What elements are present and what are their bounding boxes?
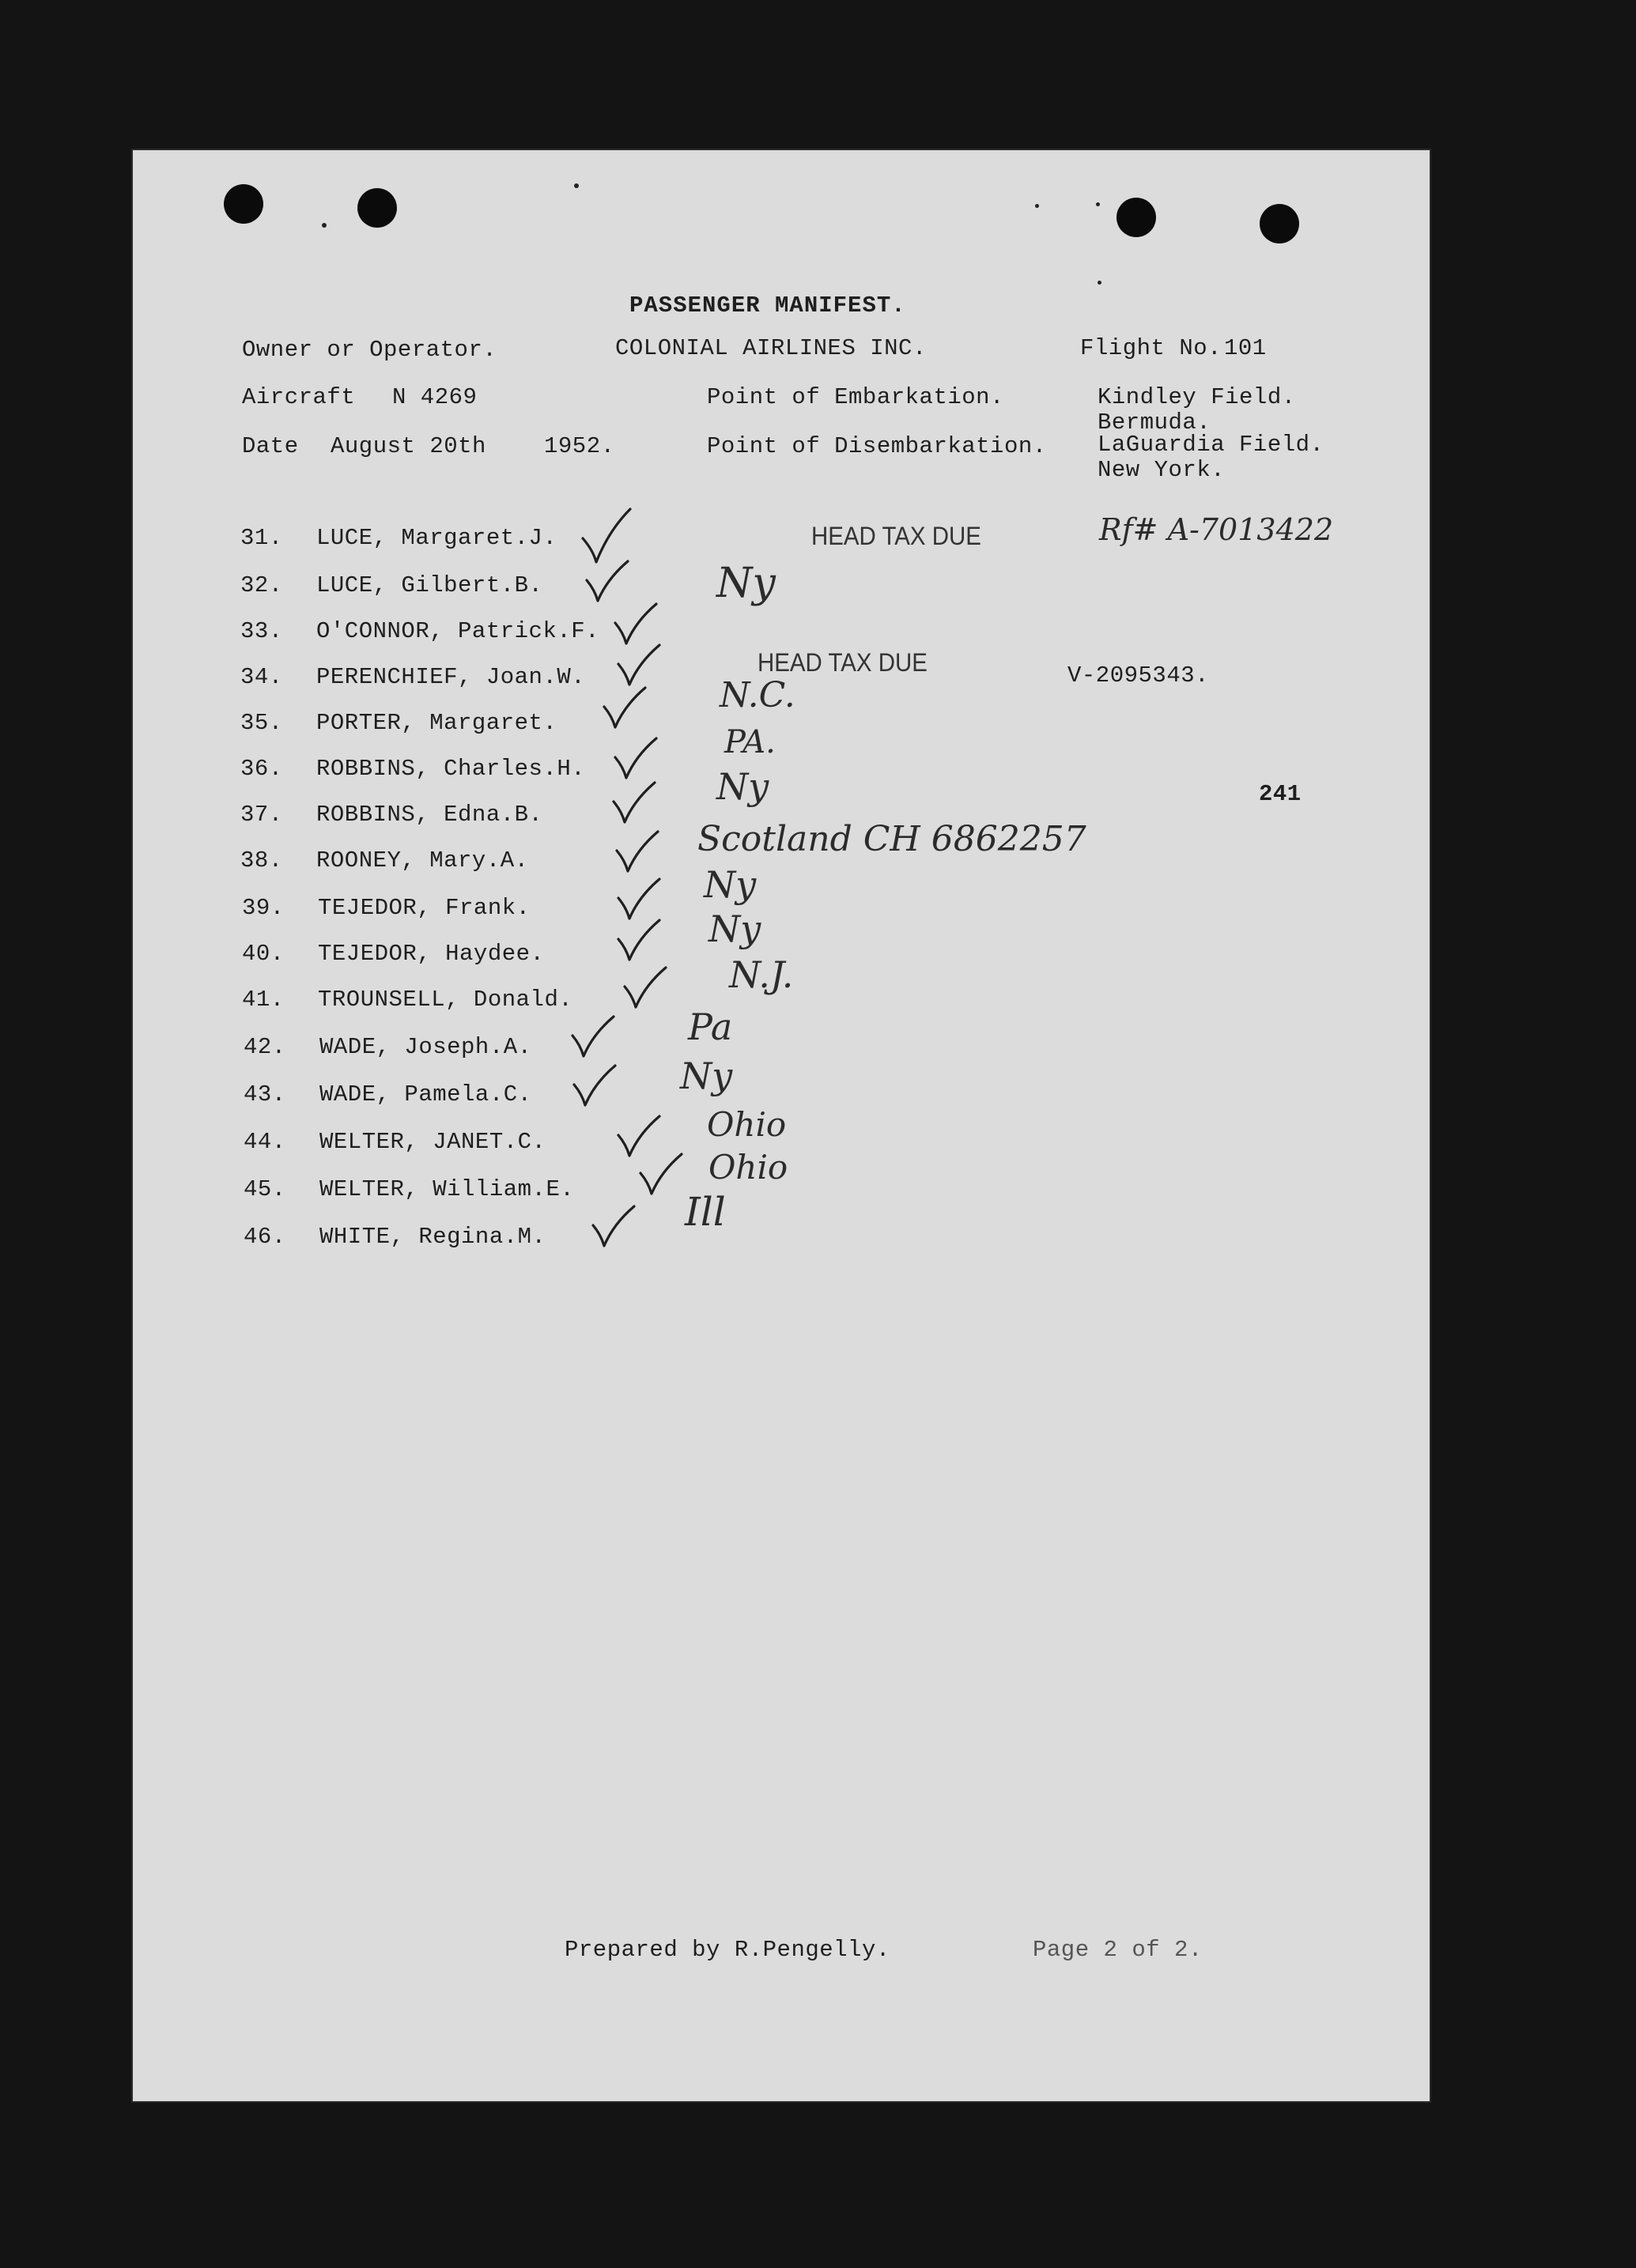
passenger-name: PERENCHIEF, Joan.W. <box>316 664 586 690</box>
passenger-name: WELTER, William.E. <box>319 1176 575 1202</box>
passenger-number: 34. <box>240 664 283 690</box>
disembark-value: LaGuardia Field. <box>1098 432 1324 458</box>
prepared-by: Prepared by R.Pengelly. <box>565 1937 890 1963</box>
date-label: Date <box>242 433 299 459</box>
handwritten-state: Ohio <box>707 1105 787 1144</box>
punch-hole <box>1116 198 1156 237</box>
handwritten-state: Ny <box>680 1055 733 1097</box>
aircraft-label: Aircraft <box>242 384 356 410</box>
speck <box>1035 204 1039 208</box>
passenger-number: 46. <box>244 1224 286 1250</box>
owner-label: Owner or Operator. <box>242 337 497 363</box>
passenger-number: 33. <box>240 618 283 644</box>
passenger-row <box>240 525 794 557</box>
head-tax-stamp: HEAD TAX DUE <box>758 648 928 677</box>
passenger-number: 42. <box>244 1034 286 1060</box>
flight-label: Flight No. <box>1080 335 1222 361</box>
passenger-row <box>240 710 794 742</box>
embark-label: Point of Embarkation. <box>707 384 1004 410</box>
handwritten-state: Pa <box>688 1006 733 1048</box>
handwritten-state: N.J. <box>729 953 794 996</box>
passenger-name: LUCE, Margaret.J. <box>316 525 557 551</box>
manifest-page <box>131 149 1431 2103</box>
embark-value-2: Bermuda. <box>1098 409 1211 436</box>
handwritten-state: PA. <box>724 724 776 760</box>
passenger-name: PORTER, Margaret. <box>316 710 557 736</box>
head-tax-stamp: HEAD TAX DUE <box>811 522 981 550</box>
page-indicator: Page 2 of 2. <box>1033 1937 1203 1963</box>
passenger-name: TROUNSELL, Donald. <box>318 987 573 1013</box>
check-mark-icon <box>615 874 663 922</box>
passenger-number: 32. <box>240 572 283 598</box>
handwritten-state: Scotland CH 6862257 <box>697 819 1086 859</box>
passenger-number: 40. <box>242 941 285 967</box>
passenger-number: 36. <box>240 756 283 782</box>
passenger-number: 31. <box>240 525 283 551</box>
passenger-name: LUCE, Gilbert.B. <box>316 572 543 598</box>
passenger-name: O'CONNOR, Patrick.F. <box>316 618 600 644</box>
passenger-number: 44. <box>244 1129 286 1155</box>
passenger-name: WADE, Joseph.A. <box>319 1034 532 1060</box>
handwritten-state: N.C. <box>720 675 795 715</box>
passenger-name: TEJEDOR, Haydee. <box>318 941 545 967</box>
check-mark-icon <box>610 778 658 825</box>
passenger-number: 39. <box>242 895 285 921</box>
passenger-name: WELTER, JANET.C. <box>319 1129 546 1155</box>
punch-hole <box>1260 204 1299 243</box>
passenger-name: ROBBINS, Charles.H. <box>316 756 586 782</box>
check-mark-icon <box>614 827 661 874</box>
passenger-row <box>240 618 794 650</box>
disembark-label: Point of Disembarkation. <box>707 433 1047 459</box>
speck <box>574 183 579 188</box>
passenger-number: 38. <box>240 847 283 874</box>
date-value: August 20th <box>331 433 486 459</box>
speck <box>322 223 327 228</box>
passenger-row <box>240 664 794 696</box>
passenger-number: 37. <box>240 802 283 828</box>
punch-hole <box>224 184 263 224</box>
check-mark-icon <box>569 1012 617 1059</box>
speck <box>1096 202 1100 206</box>
visa-number: Rf# A-7013422 <box>1099 512 1334 547</box>
check-mark-icon <box>571 1061 618 1108</box>
passenger-number: 45. <box>244 1176 286 1202</box>
check-mark-icon <box>615 915 663 963</box>
passenger-number: 35. <box>240 710 283 736</box>
handwritten-state: Ohio <box>708 1148 788 1187</box>
check-mark-icon <box>615 640 663 688</box>
owner-value: COLONIAL AIRLINES INC. <box>615 335 927 361</box>
check-mark-icon <box>622 963 669 1010</box>
handwritten-state: Ny <box>716 765 769 808</box>
passenger-name: ROBBINS, Edna.B. <box>316 802 543 828</box>
handwritten-state: Ny <box>704 863 757 906</box>
passenger-name: WHITE, Regina.M. <box>319 1224 546 1250</box>
speck <box>1098 281 1101 285</box>
passenger-number: 41. <box>242 987 285 1013</box>
page-number: 241 <box>1259 781 1302 807</box>
punch-hole <box>357 188 397 228</box>
handwritten-state: Ill <box>685 1189 726 1235</box>
aircraft-value: N 4269 <box>392 384 478 410</box>
page-title: PASSENGER MANIFEST. <box>629 292 906 319</box>
check-mark-icon <box>584 557 631 604</box>
passenger-row <box>240 572 794 604</box>
check-mark-icon <box>590 1202 637 1249</box>
passenger-row <box>240 756 794 787</box>
check-mark-icon <box>601 683 648 730</box>
visa-number: V-2095343. <box>1067 662 1210 689</box>
check-mark-icon <box>637 1149 685 1197</box>
disembark-value-2: New York. <box>1098 457 1226 483</box>
flight-value: 101 <box>1224 335 1267 361</box>
date-year: 1952. <box>544 433 615 459</box>
embark-value: Kindley Field. <box>1098 384 1296 410</box>
handwritten-state: Ny <box>716 560 776 607</box>
check-mark-icon <box>612 599 659 647</box>
passenger-name: WADE, Pamela.C. <box>319 1081 532 1108</box>
passenger-name: TEJEDOR, Frank. <box>318 895 531 921</box>
passenger-number: 43. <box>244 1081 286 1108</box>
check-mark-icon <box>612 734 659 781</box>
passenger-name: ROONEY, Mary.A. <box>316 847 529 874</box>
handwritten-state: Ny <box>708 908 761 950</box>
